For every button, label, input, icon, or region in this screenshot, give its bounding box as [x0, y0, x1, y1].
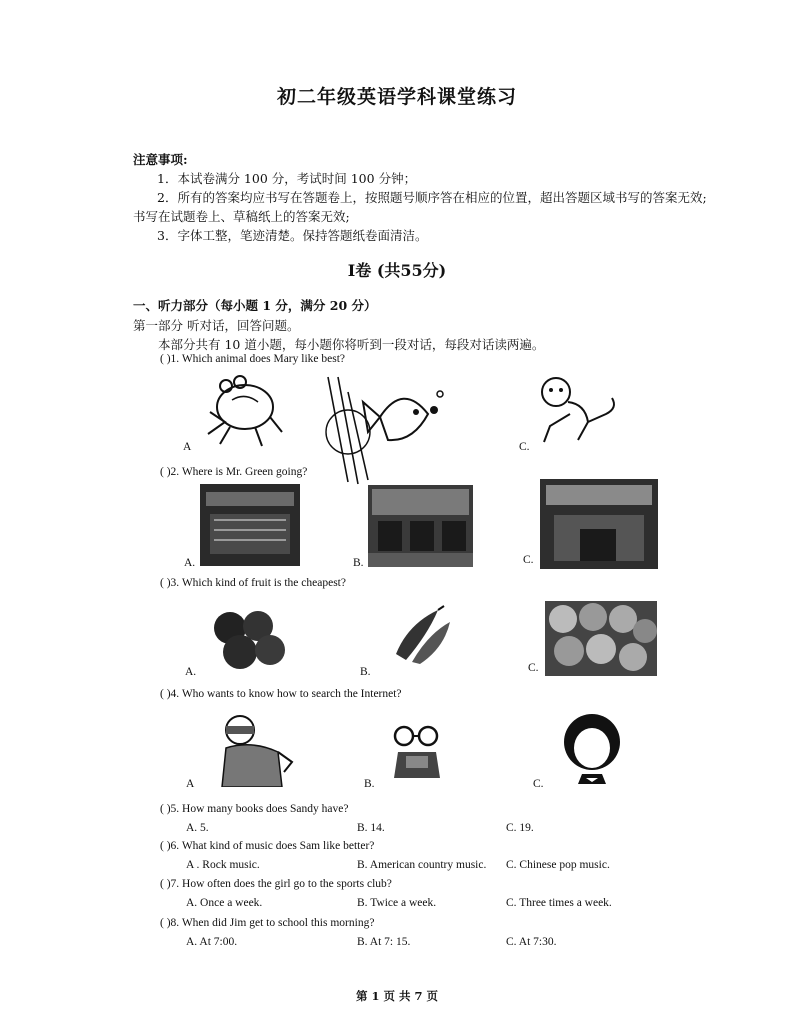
q1-option-a: A [183, 441, 192, 453]
notice-item-3: 3．字体工整，笔迹清楚。保持答题纸卷面清洁。 [157, 228, 428, 243]
q3-option-a: A. [185, 666, 197, 678]
question-3: ( )3. Which kind of fruit is the cheapest? [160, 577, 346, 589]
q2-option-a: A. [184, 557, 196, 569]
part-title: I卷 (共55分) [347, 261, 447, 280]
page-title: 初二年级英语学科课堂练习 [276, 86, 517, 108]
q4-option-b: B. [364, 778, 375, 790]
q4-option-c: C. [533, 778, 544, 790]
question-8: ( )8. When did Jim get to school this morning? [160, 917, 375, 929]
q8-option-b: B. At 7: 15. [357, 936, 411, 948]
question-6: ( )6. What kind of music does Sam like better? [160, 840, 375, 852]
question-4: ( )4. Who wants to know how to search the Internet? [160, 688, 402, 700]
monkey-picture [530, 374, 622, 446]
q4-option-a: A [186, 778, 195, 790]
q5-option-a: A. 5. [186, 822, 209, 834]
q5-option-b: B. 14. [357, 822, 385, 834]
notice-item-2-cont: 书写在试题卷上、草稿纸上的答案无效; [133, 209, 350, 224]
q5-option-c: C. 19. [506, 822, 534, 834]
q7-option-a: A. Once a week. [186, 897, 263, 909]
section-listening: 一、听力部分（每小题 1 分，满分 20 分） [133, 298, 377, 313]
notice-item-1: 1．本试卷满分 100 分，考试时间 100 分钟； [157, 171, 417, 186]
q3-option-c: C. [528, 662, 539, 674]
building-photo-c [540, 479, 658, 569]
q7-option-c: C. Three times a week. [506, 897, 612, 909]
subsection-title: 第一部分 听对话，回答问题。 [133, 318, 300, 333]
question-2: ( )2. Where is Mr. Green going? [160, 466, 308, 478]
q6-option-b: B. American country music. [357, 859, 487, 871]
q6-option-c: C. Chinese pop music. [506, 859, 610, 871]
building-photo-b [368, 485, 473, 567]
fruit-picture-a [210, 604, 290, 672]
fish-picture [318, 372, 448, 487]
notice-label: 注意事项: [133, 152, 188, 167]
frog-picture [200, 372, 285, 450]
question-1: ( )1. Which animal does Mary like best? [160, 353, 346, 365]
q2-option-b: B. [353, 557, 364, 569]
notice-item-2: 2．所有的答案均应书写在答题卷上，按照题号顺序答在相应的位置，超出答题区域书写的答案无效; [157, 190, 707, 205]
subsection-desc: 本部分共有 10 道小题，每小题你将听到一段对话，每段对话读两遍。 [158, 337, 545, 352]
girl-curly-picture [556, 710, 628, 788]
question-7: ( )7. How often does the girl go to the sports club? [160, 878, 392, 890]
q8-option-a: A. At 7:00. [186, 936, 238, 948]
notice-block [133, 150, 713, 245]
q8-option-c: C. At 7:30. [506, 936, 557, 948]
q7-option-b: B. Twice a week. [357, 897, 437, 909]
fruit-picture-b [388, 604, 458, 666]
boy-glasses-picture [386, 722, 448, 780]
question-5: ( )5. How many books does Sandy have? [160, 803, 349, 815]
page-footer: 第 1 页 共 7 页 [355, 989, 439, 1003]
fruit-picture-c [545, 601, 657, 676]
q2-option-c: C. [523, 554, 534, 566]
q3-option-b: B. [360, 666, 371, 678]
q1-option-c: C. [519, 441, 530, 453]
q6-option-a: A . Rock music. [186, 859, 260, 871]
old-man-picture [212, 712, 294, 787]
building-photo-a [200, 484, 300, 566]
